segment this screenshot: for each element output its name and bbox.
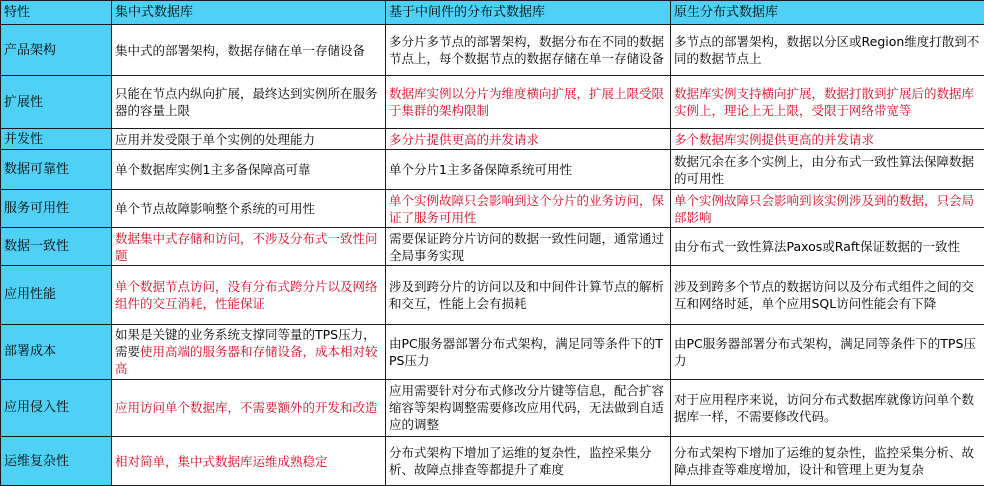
highlighted-text: 多个数据库实例提供更高的并发请求 [674, 131, 875, 147]
cell-text: 由PC服务器部署分布式架构，满足同等条件下的TPS压力 [674, 335, 976, 368]
cell-text: 数据冗余在多个实例上，由分布式一致性算法保障数据的可用性 [674, 153, 975, 186]
table-row [1, 76, 984, 129]
row-dimension-cell: 扩展性 [1, 76, 112, 129]
cell-centralized [112, 228, 386, 266]
cell-text: 对于应用程序来说，访问分布式数据库就像访问单个数据库一样，不需要修改代码。 [674, 391, 975, 424]
highlighted-text: 数据集中式存储和访问，不涉及分布式一致性问题 [115, 230, 378, 263]
cell-text: 涉及到跨多个节点的数据访问以及分布式组件之间的交互和网络时延，单个应用SQL访问性能会有下降 [674, 278, 975, 311]
row-dimension-cell: 数据一致性 [1, 228, 112, 266]
cell-middleware [386, 190, 671, 228]
table-row [1, 149, 984, 190]
cell-text: 多分片多节点的部署架构，数据分布在不同的数据节点上，每个数据节点的数据存储在单一存储设备 [389, 34, 665, 67]
table-row [1, 25, 984, 76]
cell-native [671, 76, 984, 129]
header-native: 原生分布式数据库 [671, 1, 984, 25]
cell-centralized [112, 265, 386, 324]
cell-native [671, 437, 984, 486]
cell-text: 应用并发受限于单个实例的处理能力 [115, 131, 316, 147]
row-dimension-cell: 运维复杂性 [1, 437, 112, 486]
cell-middleware [386, 379, 671, 436]
cell-native [671, 129, 984, 149]
cell-native [671, 25, 984, 76]
row-dimension-cell: 应用性能 [1, 265, 112, 324]
row-dimension-cell: 部署成本 [1, 324, 112, 379]
cell-text: 只能在节点内纵向扩展，最终达到实例所在服务器的容量上限 [115, 86, 378, 119]
cell-text: 由PC服务器部署分布式架构，满足同等条件下的TPS压力 [389, 335, 663, 368]
row-dimension-cell: 应用侵入性 [1, 379, 112, 436]
cell-centralized [112, 129, 386, 149]
table-row [1, 379, 984, 436]
cell-text: 多节点的部署架构，数据以分区或Region维度打散到不同的数据节点上 [674, 34, 980, 67]
header-centralized: 集中式数据库 [112, 1, 386, 25]
cell-text: 如果是关键的业务系统支撑同等量的TPS压力，需要 [115, 327, 376, 360]
cell-native [671, 228, 984, 266]
cell-centralized [112, 379, 386, 436]
cell-middleware [386, 76, 671, 129]
row-dimension-cell: 服务可用性 [1, 190, 112, 228]
header-middleware: 基于中间件的分布式数据库 [386, 1, 671, 25]
cell-text: 单个数据库实例1主多备保障高可靠 [115, 162, 311, 178]
cell-centralized [112, 76, 386, 129]
cell-text: 单个分片1主多备保障系统可用性 [389, 162, 572, 178]
cell-middleware [386, 228, 671, 266]
highlighted-text: 数据库实例以分片为维度横向扩展，扩展上限受限于集群的架构限制 [389, 86, 665, 119]
cell-native [671, 324, 984, 379]
table-body [1, 1, 984, 486]
cell-middleware [386, 265, 671, 324]
cell-middleware [386, 25, 671, 76]
table-row [1, 265, 984, 324]
cell-middleware [386, 437, 671, 486]
highlighted-text: 使用高端的服务器和存储设备，成本相对较高 [115, 344, 378, 377]
highlighted-text: 单个实例故障只会影响到该实例涉及到的数据，只会局部影响 [674, 192, 975, 225]
cell-centralized [112, 324, 386, 379]
highlighted-text: 多分片提供更高的并发请求 [389, 131, 540, 147]
cell-text: 应用需要针对分布式修改分片键等信息，配合扩容缩容等架构调整需要修改应用代码，无法做到自适应的调整 [389, 383, 665, 433]
cell-native [671, 265, 984, 324]
cell-text: 单个节点故障影响整个系统的可用性 [115, 201, 316, 217]
header-dimension: 特性 [1, 1, 112, 25]
table-row [1, 437, 984, 486]
cell-text: 分布式架构下增加了运维的复杂性，监控采集分析、故障点排查等都提升了难度 [389, 445, 652, 477]
table-row [1, 228, 984, 266]
table-row [1, 190, 984, 228]
header-row [1, 1, 984, 25]
highlighted-text: 单个实例故障只会影响到这个分片的业务访问，保证了服务可用性 [389, 192, 665, 225]
cell-text: 由分布式一致性算法Paxos或Raft保证数据的一致性 [674, 239, 960, 255]
cell-centralized [112, 190, 386, 228]
cell-text: 需要保证跨分片访问的数据一致性问题，通常通过全局事务实现 [389, 230, 665, 263]
cell-native [671, 379, 984, 436]
cell-middleware [386, 324, 671, 379]
table-row [1, 129, 984, 149]
row-dimension-cell: 产品架构 [1, 25, 112, 76]
highlighted-text: 数据库实例支持横向扩展，数据打散到扩展后的数据库实例上，理论上无上限，受限于网络带宽等 [674, 86, 975, 119]
highlighted-text: 单个数据节点访问，没有分布式跨分片以及网络组件的交互消耗，性能保证 [115, 278, 378, 311]
cell-centralized [112, 437, 386, 486]
highlighted-text: 相对简单，集中式数据库运维成熟稳定 [115, 453, 328, 469]
cell-text: 集中式的部署架构，数据存储在单一存储设备 [115, 42, 366, 58]
row-dimension-cell: 数据可靠性 [1, 149, 112, 190]
cell-native [671, 190, 984, 228]
cell-centralized [112, 149, 386, 190]
cell-middleware [386, 149, 671, 190]
row-dimension-cell: 并发性 [1, 129, 112, 149]
cell-text: 分布式架构下增加了运维的复杂性，监控采集分析、故障点排查等难度增加，设计和管理上更为复杂 [674, 445, 975, 477]
table-row [1, 324, 984, 379]
cell-native [671, 149, 984, 190]
highlighted-text: 应用访问单个数据库，不需要额外的开发和改造 [115, 400, 378, 416]
cell-centralized [112, 25, 386, 76]
cell-middleware [386, 129, 671, 149]
cell-text: 涉及到跨分片的访问以及和中间件计算节点的解析和交互，性能上会有损耗 [389, 278, 665, 311]
